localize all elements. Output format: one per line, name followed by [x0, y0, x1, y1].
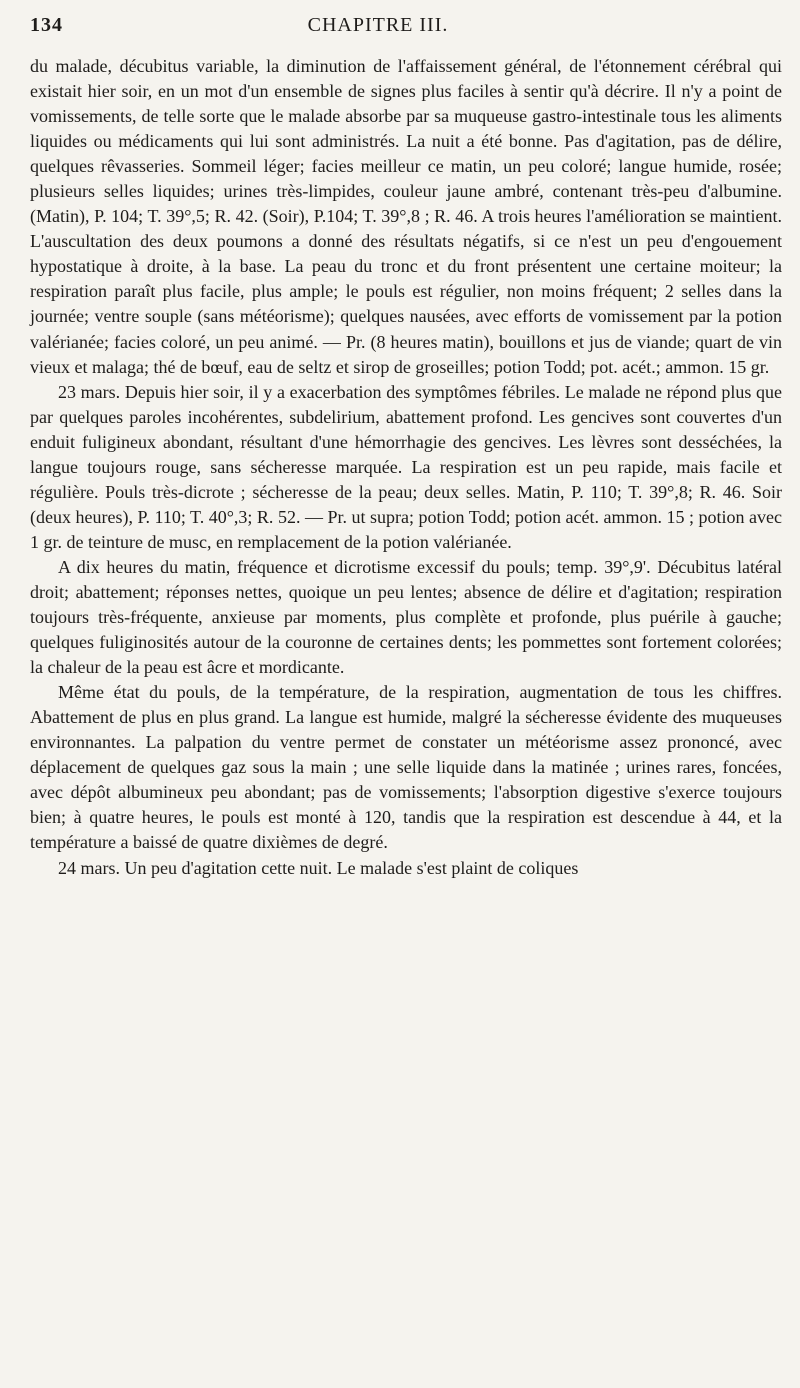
- paragraph: du malade, décubitus variable, la diminution de l'affaissement général, de l'étonnement cérébral qui existait hier soir, en un mot d'un ensemble de signes plus faciles à sentir qu'à décrire. Il n'y a point de vomissements, de telle sorte que le malade absorbe par sa muqueuse gastro-intestinale tous les aliments liquides ou médicaments qui lui sont administrés. La nuit a été bonne. Pas d'agitation, pas de délire, quelques rêvasseries. Sommeil léger; facies meilleur ce matin, un peu coloré; langue humide, rosée; plusieurs selles liquides; urines très-limpides, couleur jaune ambré, contenant très-peu d'albumine. (Matin), P. 104; T. 39°,5; R. 42. (Soir), P.104; T. 39°,8 ; R. 46. A trois heures l'amélioration se maintient. L'auscultation des deux poumons a donné des résultats négatifs, si ce n'est un peu d'engouement hypostatique à droite, à la base. La peau du tronc et du front présentent une certaine moiteur; la respiration paraît plus facile, plus ample; le pouls est régulier, non moins fréquent; 2 selles dans la journée; ventre souple (sans météorisme); quelques nausées, avec efforts de vomissement par la potion valérianée; facies coloré, un peu animé. — Pr. (8 heures matin), bouillons et jus de viande; quart de vin vieux et malaga; thé de bœuf, eau de seltz et sirop de groseilles; potion Todd; pot. acét.; ammon. 15 gr.: [30, 56, 782, 377]
- body-text: [30, 54, 782, 881]
- paragraph: 24 mars. Un peu d'agitation cette nuit. Le malade s'est plaint de coliques: [58, 857, 579, 878]
- paragraph: 23 mars. Depuis hier soir, il y a exacerbation des symptômes fébriles. Le malade ne répond plus que par quelques paroles incohérentes, subdelirium, abattement profond. Les gencives sont couvertes d'un enduit fuligineux abondant, résultant d'une hémorrhagie des gencives. Les lèvres sont desséchées, la langue toujours rouge, sans sécheresse marquée. La respiration est un peu rapide, mais facile et régulière. Pouls très-dicrote ; sécheresse de la peau; deux selles. Matin, P. 110; T. 39°,8; R. 46. Soir (deux heures), P. 110; T. 40°,3; R. 52. — Pr. ut supra; potion Todd; potion acét. ammon. 15 ; potion avec 1 gr. de teinture de musc, en remplacement de la potion valérianée.: [30, 381, 782, 552]
- chapter-title: CHAPITRE III.: [307, 14, 449, 36]
- paragraph: A dix heures du matin, fréquence et dicrotisme excessif du pouls; temp. 39°,9'. Décubitus latéral droit; abattement; réponses nettes, quoique un peu lentes; absence de délire et d'agitation; respiration toujours très-fréquente, anxieuse par moments, plus complète et profonde, plus puérile à gauche; quelques fuliginosités autour de la couronne de certaines dents; les pommettes sont fortement colorées; la chaleur de la peau est âcre et mordicante.: [30, 556, 782, 678]
- running-head: [30, 14, 782, 48]
- paragraph: Même état du pouls, de la température, de la respiration, augmentation de tous les chiffres. Abattement de plus en plus grand. La langue est humide, malgré la sécheresse évidente des muqueuses environnantes. La palpation du ventre permet de constater un météorisme assez prononcé, avec déplacement de quelques gaz sous la main ; une selle liquide dans la matinée ; urines rares, foncées, avec dépôt albumineux peu abondant; pas de vomissements; l'absorption digestive s'exerce toujours bien; à quatre heures, le pouls est monté à 120, tandis que la respiration est descendue à 44, et la température a baissé de quatre dixièmes de degré.: [30, 682, 782, 853]
- page-number: 134: [30, 14, 63, 36]
